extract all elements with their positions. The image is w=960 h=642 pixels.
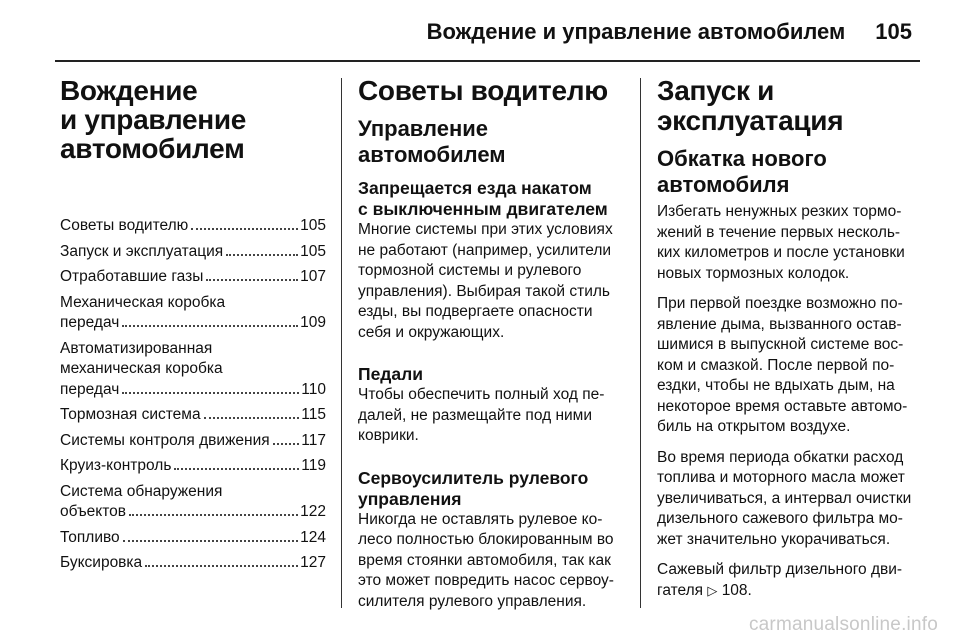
subtitle-line: автомобилем	[358, 142, 506, 167]
text-line: ездки, чтобы не вдыхать дым, на	[657, 377, 895, 394]
text-line: жений в течение первых несколь-	[657, 223, 901, 241]
subtitle-running-in	[657, 146, 925, 198]
chapter-title-line: и управление	[60, 104, 247, 135]
column-divider	[640, 78, 641, 608]
paragraph-no-coasting	[358, 220, 630, 343]
text-line: Избегать ненужных резких тормо-	[657, 203, 902, 220]
text-line: Во время периода обкатки расход	[657, 448, 904, 466]
header-title: Вождение и управление автомобилем	[426, 19, 846, 44]
text-line: управления). Выбирая такой стиль	[358, 282, 610, 300]
arrow-reference-icon: ▷	[707, 582, 718, 598]
text-line: Чтобы обеспечить полный ход пе-	[358, 386, 605, 403]
text-line: биль на открытом воздухе.	[657, 418, 851, 435]
toc-entry-row	[60, 456, 326, 477]
table-of-contents	[60, 216, 326, 574]
toc-page-number: 107	[300, 268, 326, 285]
toc-entry-row	[60, 553, 326, 574]
toc-entry-label: Системы контроля движения	[60, 431, 270, 449]
toc-entry-label: Тормозная система	[60, 406, 201, 423]
toc-entry-row	[60, 528, 326, 549]
toc-entry-row	[60, 405, 326, 426]
toc-page-number: 127	[300, 554, 326, 571]
toc-entry-line: Механическая коробка	[60, 293, 226, 311]
toc-entry-line: механическая коробка	[60, 360, 223, 377]
text-line: езды, вы подвергаете опасности	[358, 303, 593, 320]
toc-entry-row	[60, 313, 326, 334]
toc-dot-leader	[191, 228, 298, 230]
toc-page-number: 110	[301, 380, 326, 398]
toc-dot-leader	[122, 325, 298, 327]
text-line: дизельного сажевого фильтра мо-	[657, 510, 903, 527]
text-fragment: гателя	[657, 581, 704, 599]
toc-page-number: 115	[301, 406, 326, 423]
text-line: Никогда не оставлять рулевое ко-	[358, 510, 603, 528]
toc-entry[interactable]	[60, 553, 326, 574]
toc-entry-label: передач	[60, 380, 120, 398]
toc-dot-leader	[174, 468, 299, 470]
text-line: силителя рулевого управления.	[358, 592, 587, 610]
chapter-title	[60, 76, 326, 163]
topic-title-line: управления	[358, 488, 462, 509]
topic-title-line: с выключенным двигателем	[358, 199, 608, 219]
toc-entry-label: передач	[60, 314, 120, 331]
tips-column	[358, 76, 630, 612]
text-line: При первой поездке возможно по-	[657, 295, 903, 312]
paragraph-power-steering	[358, 510, 630, 613]
text-line: Сажевый фильтр дизельного дви-	[657, 561, 903, 578]
subtitle-line: автомобиля	[657, 172, 790, 197]
text-line: ком и смазкой. После первой по-	[657, 356, 895, 374]
page-number: 105	[875, 19, 912, 44]
header-rule	[55, 60, 920, 62]
toc-entry-label: объектов	[60, 503, 127, 520]
toc-entry[interactable]	[60, 482, 326, 523]
paragraph-pedals	[358, 385, 630, 447]
toc-page-number: 119	[301, 457, 326, 474]
text-line: тормозной системы и рулевого	[358, 262, 582, 279]
text-line: шимися в выпускной системе вос-	[657, 336, 904, 353]
toc-entry[interactable]	[60, 267, 326, 288]
text-line: не работают (например, усилители	[358, 241, 612, 259]
toc-entry-line: Система обнаружения	[60, 482, 223, 500]
toc-entry[interactable]	[60, 216, 326, 237]
toc-entry[interactable]	[60, 456, 326, 477]
toc-entry[interactable]	[60, 293, 326, 334]
paragraph-running-in-4	[657, 560, 925, 601]
toc-entry-row	[60, 242, 326, 263]
toc-entry-label: Топливо	[60, 528, 120, 546]
toc-page-number: 124	[300, 528, 326, 546]
toc-entry-label: Круиз-контроль	[60, 457, 172, 474]
text-line: топлива и моторного масла может	[657, 469, 905, 486]
paragraph-running-in-1	[657, 202, 925, 284]
startup-column	[657, 76, 925, 601]
text-line: коврики.	[358, 427, 419, 444]
subtitle-line: Управление	[358, 116, 489, 141]
toc-entry-label: Отработавшие газы	[60, 268, 204, 285]
toc-page-number: 105	[300, 242, 326, 260]
toc-dot-leader	[129, 514, 298, 516]
text-line: увеличиваться, а интервал очистки	[657, 489, 912, 507]
section-title-tips: Советы водителю	[358, 75, 608, 106]
text-line: некоторое время оставьте автомо-	[657, 397, 908, 415]
subtitle-line: Обкатка нового	[657, 146, 827, 171]
toc-page-number: 105	[300, 217, 326, 234]
text-line: себя и окружающих.	[358, 323, 505, 341]
toc-dot-leader	[123, 540, 298, 542]
topic-title-line: Запрещается езда накатом	[358, 178, 592, 198]
page-header	[427, 18, 912, 46]
toc-dot-leader	[226, 254, 298, 256]
toc-page-number: 117	[301, 431, 326, 449]
toc-entry[interactable]	[60, 431, 326, 452]
chapter-title-line: Вождение	[60, 75, 198, 106]
paragraph-running-in-3	[657, 448, 925, 551]
topic-title-pedals: Педали	[358, 364, 424, 384]
text-line: время стоянки автомобиля, так как	[358, 551, 611, 569]
toc-entry[interactable]	[60, 405, 326, 426]
toc-entry-label: Запуск и эксплуатация	[60, 242, 224, 260]
subtitle-vehicle-control	[358, 116, 630, 168]
toc-entry[interactable]	[60, 528, 326, 549]
toc-entry-line: Автоматизированная	[60, 339, 213, 357]
text-line: ких километров и после установки	[657, 244, 905, 261]
chapter-column	[60, 76, 326, 579]
toc-entry[interactable]	[60, 339, 326, 401]
text-line: Многие системы при этих условиях	[358, 221, 613, 238]
text-line	[657, 581, 925, 602]
column-divider	[341, 78, 342, 608]
toc-entry-row	[60, 216, 326, 237]
toc-page-number: 109	[300, 314, 326, 331]
watermark: carmanualsonline.info	[748, 614, 938, 635]
toc-dot-leader	[145, 565, 298, 567]
toc-dot-leader	[273, 443, 300, 445]
text-line: лесо полностью блокированным во	[358, 531, 614, 548]
toc-dot-leader	[204, 417, 300, 419]
text-line: это может повредить насос сервоу-	[358, 572, 614, 589]
toc-entry-label: Советы водителю	[60, 217, 189, 234]
toc-entry-row	[60, 267, 326, 288]
page-reference-link[interactable]: 108.	[721, 581, 752, 599]
topic-title-power-steering	[358, 468, 630, 510]
toc-page-number: 122	[300, 503, 326, 520]
text-line: явление дыма, вызванного остав-	[657, 315, 902, 333]
toc-entry-row	[60, 431, 326, 452]
text-line: далей, не размещайте под ними	[358, 406, 592, 424]
chapter-title-line: автомобилем	[60, 133, 245, 164]
text-line: новых тормозных колодок.	[657, 264, 850, 282]
toc-entry-row	[60, 380, 326, 401]
topic-title-line: Сервоусилитель рулевого	[358, 467, 589, 488]
section-title-startup: Запуск и эксплуатация	[657, 75, 844, 136]
paragraph-running-in-2	[657, 294, 925, 438]
topic-title-no-coasting	[358, 178, 630, 220]
text-line: жет значительно укорачиваться.	[657, 530, 891, 548]
toc-dot-leader	[122, 392, 299, 394]
toc-entry[interactable]	[60, 242, 326, 263]
toc-entry-row	[60, 502, 326, 523]
toc-dot-leader	[206, 279, 298, 281]
toc-entry-label: Буксировка	[60, 554, 143, 571]
